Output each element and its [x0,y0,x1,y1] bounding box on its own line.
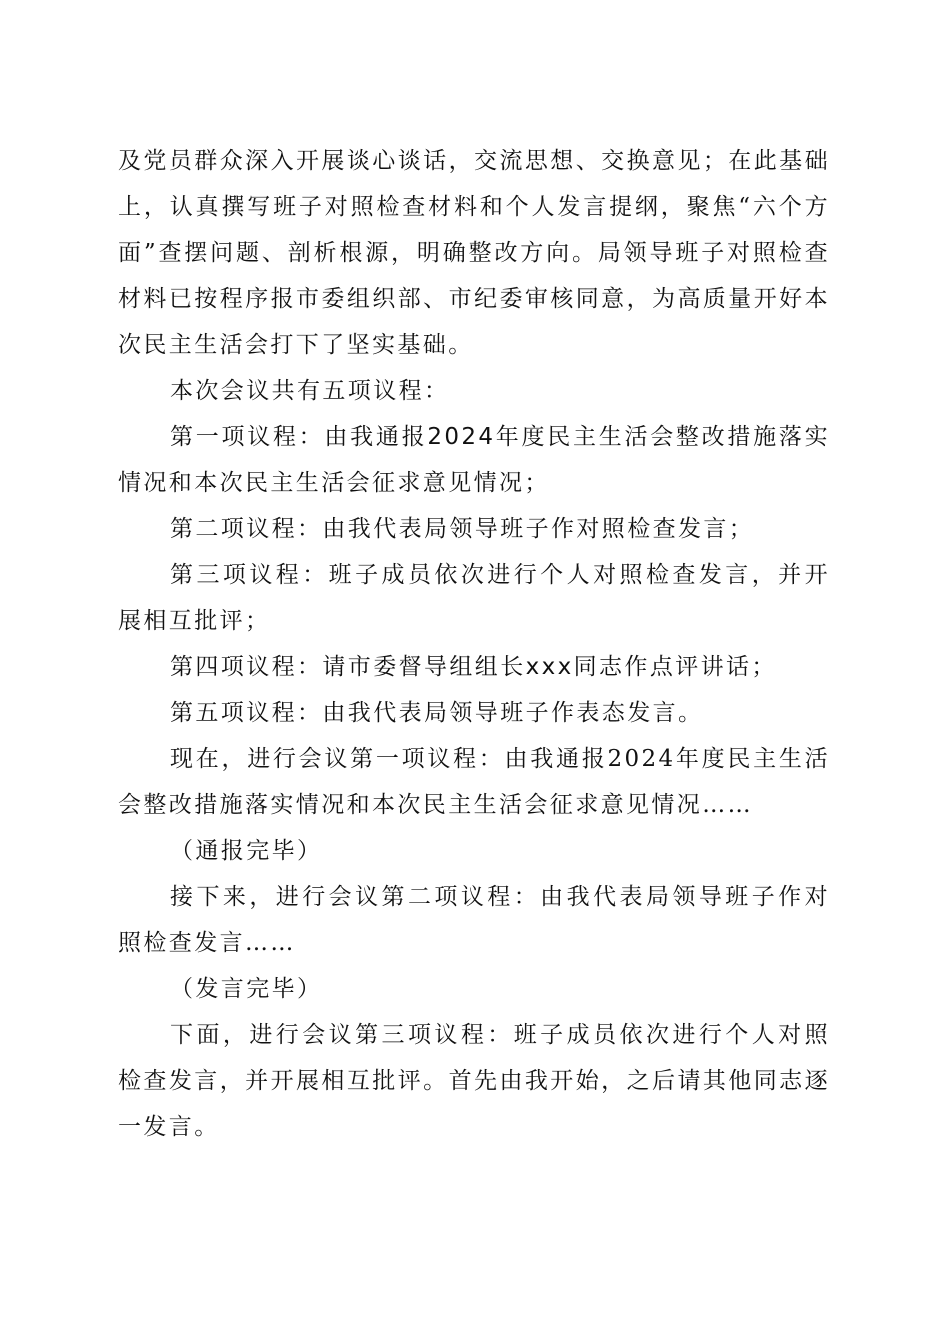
paragraph-background: 及党员群众深入开展谈心谈话，交流思想、交换意见；在此基础上，认真撰写班子对照检查材料和个人发言提纲，聚焦“六个方面”查摆问题、剖析根源，明确整改方向。局领导班子对照检查材料已按程序报市委组织部、市纪委审核同意，为高质量开好本次民主生活会打下了坚实基础。 [118,148,830,358]
document-body [118,138,830,1150]
agenda-item-4: 第四项议程：请市委督导组组长xxx同志作点评讲话； [170,654,777,680]
paragraph-second-agenda: 接下来，进行会议第二项议程：由我代表局领导班子作对照检查发言…… [118,884,830,956]
paragraph-agenda-intro: 本次会议共有五项议程： [170,378,450,404]
agenda-item-2: 第二项议程：由我代表局领导班子作对照检查发言； [170,516,755,542]
agenda-item-5: 第五项议程：由我代表局领导班子作表态发言。 [170,700,704,726]
agenda-item-3: 第三项议程：班子成员依次进行个人对照检查发言，并开展相互批评； [118,562,830,634]
note-speech-done: （发言完毕） [170,976,323,1002]
note-report-done: （通报完毕） [170,838,323,864]
paragraph-first-agenda: 现在，进行会议第一项议程：由我通报2024年度民主生活会整改措施落实情况和本次民主生活会征求意见情况…… [118,746,830,818]
agenda-item-1: 第一项议程：由我通报2024年度民主生活会整改措施落实情况和本次民主生活会征求意见情况； [118,424,830,496]
paragraph-third-agenda: 下面，进行会议第三项议程：班子成员依次进行个人对照检查发言，并开展相互批评。首先由我开始，之后请其他同志逐一发言。 [118,1022,830,1140]
